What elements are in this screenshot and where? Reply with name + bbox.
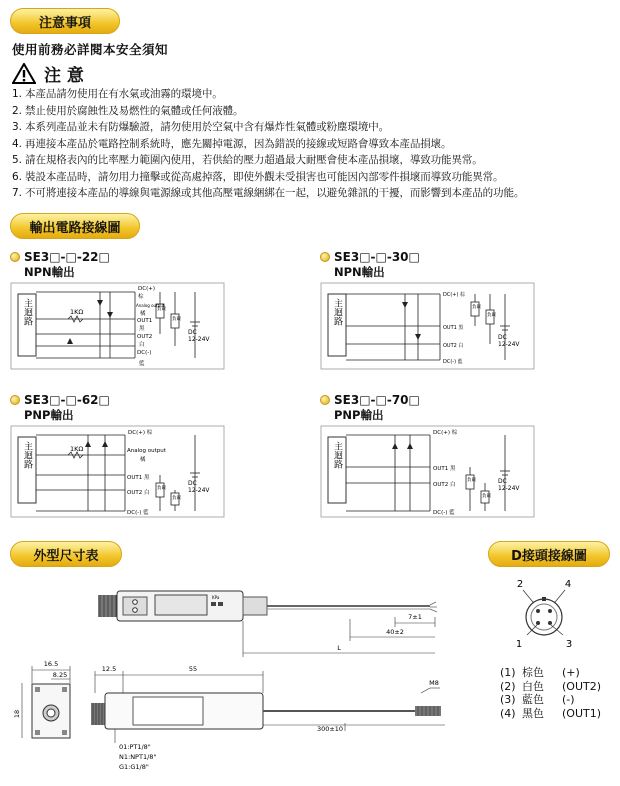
safety-note: 3. 本系列產品並未有防爆驗證，請勿使用於空氣中含有爆炸性氣體或粉塵環境中。 (12, 121, 390, 133)
load-label: 負載 (172, 317, 181, 322)
wire-label: DC(-) 藍 (433, 510, 455, 516)
main-circuit-label: 主迴路 (22, 441, 32, 469)
wire-label: Analog output (136, 303, 165, 308)
dim-40: 40±2 (386, 628, 404, 636)
pin-number: 4 (564, 579, 572, 590)
supply-label: DC (188, 480, 197, 487)
caution-heading (12, 61, 84, 86)
dim-7: 7±1 (408, 613, 422, 621)
wire-label: 黑 (139, 326, 145, 332)
supply-label: DC (188, 329, 197, 336)
section-title-connector: D接頭接線圖 (511, 548, 587, 564)
dim-18: 18 (13, 709, 21, 719)
wire-label: 藍 (139, 361, 145, 367)
warning-label: 注 意 (44, 66, 84, 86)
wire-label: DC(+) 棕 (433, 430, 458, 436)
dim-M8: M8 (429, 679, 439, 687)
wire-label: 棕 (138, 294, 144, 300)
wire-label: 橘 (140, 311, 146, 317)
dim-300: 300±10 (316, 725, 344, 733)
connector-diagram (505, 575, 595, 659)
bullet-icon (320, 252, 330, 262)
dimension-side-view (85, 663, 445, 782)
safety-note: 1. 本產品請勿使用在有水氣或油霧的環境中。 (12, 88, 223, 100)
supply-voltage: 12-24V (498, 485, 520, 492)
dim-55: 55 (188, 665, 198, 673)
wire-label: OUT2 (137, 334, 153, 340)
thread-note: 01:PT1/8" (119, 743, 151, 751)
safety-subtitle: 使用前務必詳閱本安全須知 (12, 42, 169, 57)
pin-number: 1 (515, 639, 523, 650)
bullet-icon (10, 395, 20, 405)
wire-label: Analog output (127, 448, 166, 454)
circuit-2-model: SE3□-□-30□ (334, 250, 420, 264)
section-banner-dimensions (10, 541, 122, 567)
section-title-dimensions: 外型尺寸表 (33, 548, 99, 564)
thread-note: G1:G1/8" (119, 763, 149, 771)
circuit-3-model: SE3□-□-62□ (24, 393, 110, 407)
wire-label: OUT2 白 (127, 490, 150, 496)
wire-label: OUT1 黑 (443, 325, 464, 331)
pin-legend-row: (1) 棕色 (+) (500, 666, 580, 679)
main-circuit-label: 主迴路 (332, 298, 342, 326)
circuit-4-type: PNP輸出 (334, 408, 384, 422)
pin-legend-row: (3) 藍色 (-) (500, 693, 575, 706)
main-circuit-label: 主迴路 (22, 298, 32, 326)
circuit-1-diagram (10, 282, 225, 374)
load-label: 負載 (172, 496, 181, 501)
load-label: 負載 (467, 478, 476, 483)
load-label: 負載 (157, 486, 166, 491)
wire-label: OUT1 (137, 318, 153, 324)
circuit-3-header (10, 393, 110, 423)
wire-label: OUT2 白 (443, 343, 464, 349)
dimension-top-view (95, 585, 455, 664)
supply-label: DC (498, 478, 507, 485)
circuit-2-type: NPN輸出 (334, 265, 385, 279)
section-banner-circuit (10, 213, 140, 239)
wire-label: DC(-) 藍 (127, 510, 149, 516)
circuit-4-diagram (320, 425, 535, 522)
sensor-thread-icon (98, 595, 118, 617)
sensor-thread-icon (91, 703, 105, 725)
supply-voltage: 12-24V (188, 336, 210, 343)
section-banner-caution (10, 8, 120, 34)
dim-16-5: 16.5 (43, 660, 59, 668)
supply-label: DC (498, 334, 507, 341)
dim-8-25: 8.25 (52, 671, 68, 679)
pin-legend-row: (4) 黑色 (OUT1) (500, 706, 602, 720)
load-label: 負載 (487, 313, 496, 318)
circuit-1-type: NPN輸出 (24, 265, 75, 279)
bullet-icon (320, 395, 330, 405)
supply-voltage: 12-24V (498, 341, 520, 348)
safety-note: 6. 裝設本產品時，請勿用力撞擊或從高處掉落，即使外觀未受損害也可能因內部零件損壞而導致功能異常。 (12, 170, 504, 183)
resistor-label: 1KΩ (70, 445, 84, 453)
section-title-circuit: 輸出電路接線圖 (29, 220, 121, 236)
safety-note: 7. 不可將連接本產品的導線與電源線或其他高壓電線綑綁在一起，以避免雜訊的干擾，而影響到本產品的功能。 (12, 187, 525, 199)
safety-note: 2. 禁止使用於腐蝕性及易燃性的氣體或任何液體。 (12, 104, 244, 117)
circuit-2-header (320, 250, 420, 280)
wire-label: 橘 (140, 457, 146, 463)
supply-voltage: 12-24V (188, 487, 210, 494)
wire-label: 白 (139, 342, 145, 348)
safety-note: 4. 再連接本產品於電路控制系統時，應先關掉電源，因為錯誤的接線或短路會導致本產品損壞。 (12, 137, 452, 150)
circuit-2-diagram (320, 282, 535, 374)
dimension-front-view (10, 658, 85, 752)
pin-legend-row: (2) 白色 (OUT2) (500, 679, 602, 693)
load-label: 負載 (482, 494, 491, 499)
safety-notes (12, 86, 612, 202)
section-banner-connector (488, 541, 610, 567)
dim-12-5: 12.5 (101, 665, 117, 673)
thread-note: N1:NPT1/8" (119, 753, 157, 761)
display-unit: KPa (212, 595, 220, 600)
wire-label: OUT2 白 (433, 482, 456, 488)
wire-label: DC(+) 棕 (443, 292, 466, 298)
dim-L: L (337, 644, 341, 652)
load-label: 負載 (472, 305, 481, 310)
section-title-caution: 注意事項 (38, 15, 91, 31)
wire-label: DC(+) (138, 286, 155, 292)
load-label: 負載 (157, 307, 166, 312)
bullet-icon (10, 252, 20, 262)
circuit-3-type: PNP輸出 (24, 408, 74, 422)
warning-triangle-icon (12, 63, 36, 84)
pin-number: 3 (565, 639, 573, 650)
pin-number: 2 (516, 579, 524, 590)
circuit-1-model: SE3□-□-22□ (24, 250, 110, 264)
wire-label: DC(-) (137, 350, 152, 356)
main-circuit-label: 主迴路 (332, 441, 342, 469)
circuit-1-header (10, 250, 110, 280)
wire-label: DC(-) 藍 (443, 359, 463, 365)
wire-label: OUT1 黑 (127, 475, 150, 481)
pin-legend (500, 666, 601, 720)
circuit-3-diagram (10, 425, 225, 522)
wire-label: OUT1 黑 (433, 466, 456, 472)
circuit-4-model: SE3□-□-70□ (334, 393, 420, 407)
wire-label: DC(+) 棕 (128, 430, 153, 436)
circuit-4-header (320, 393, 420, 423)
resistor-label: 1KΩ (70, 308, 84, 316)
safety-note: 5. 請在規格表內的比率壓力範圍內使用，若供給的壓力超過最大耐壓會使本產品損壞，導致功能異常。 (12, 154, 483, 166)
